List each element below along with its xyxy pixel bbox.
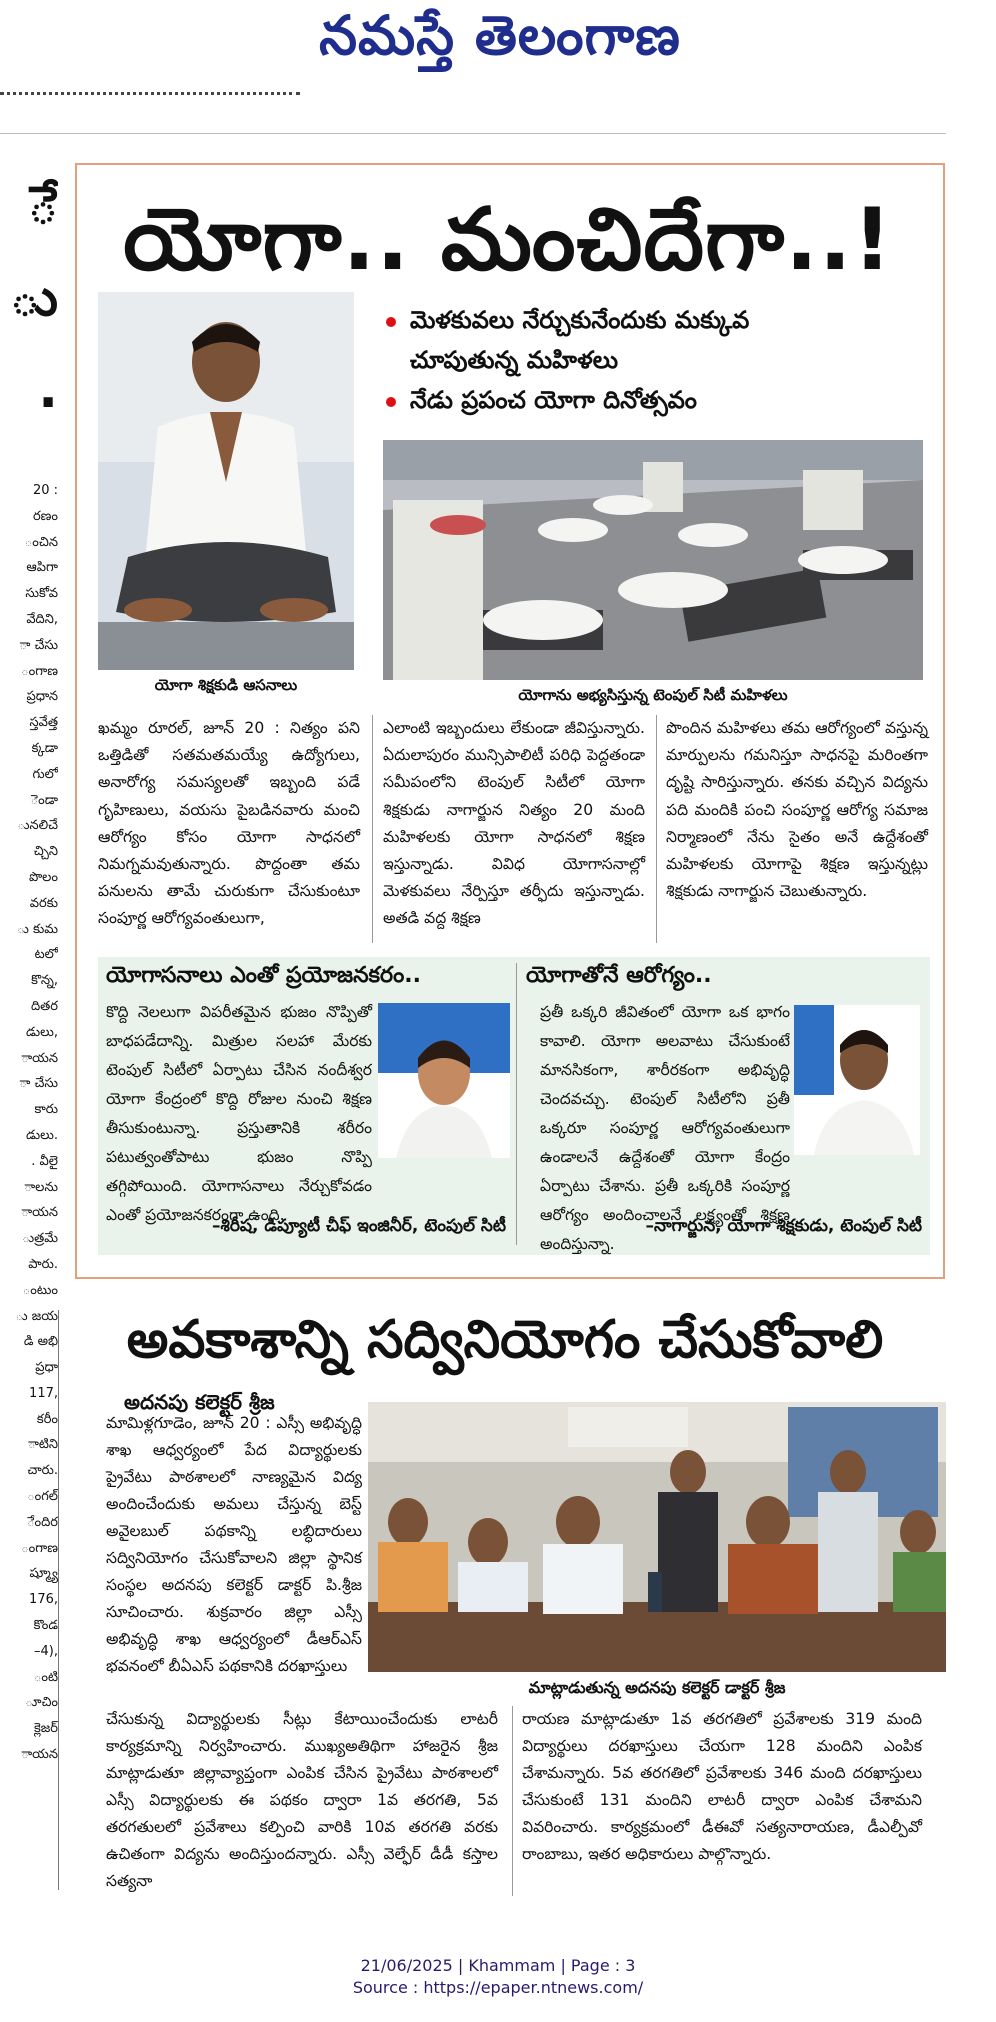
collector-body-col1: చేసుకున్న విద్యార్థులకు సీట్లు కేటాయించేందుకు లాటరీ కార్యక్రమాన్ని నిర్వహించారు. ముఖ్యఅతిథిగా హాజరైన శ్రీజ మాట్లాడుతూ జిల్లావ్యాప్తంగా ఎంపిక చేసిన ప్రైవేటు పాఠశాలలో ఎస్సీ విద్యార్థులకు ఈ పథకం ద్వారా 1వ తరగతి, 5వ తరగతులలో ప్రవేశాలు కల్పించి వారికి 10వ తరగతి వరకు ఉచితంగా విద్యను అందిస్తుందన్నారు. ఎస్సీ వెల్ఫేర్ డీడీ కస్తాల సత్యనా: [106, 1710, 498, 1890]
yoga-teacher-photo: [98, 292, 354, 670]
masthead: [0, 0, 996, 120]
left-column-line: డులు.: [26, 1127, 58, 1143]
bullet-item: మెళకువలు నేర్చుకునేందుకు మక్కువ: [386, 300, 926, 340]
left-column-line: 176,: [29, 1592, 58, 1608]
left-column-line: 117,: [29, 1385, 58, 1401]
left-column-line: ెండా: [30, 792, 58, 808]
collector-body-col2: రాయణ మాట్లాడుతూ 1వ తరగతిలో ప్రవేశాలకు 319 మంది విద్యార్థులు దరఖాస్తులు చేయగా 128 మందిని ఎంపిక చేశామన్నారు. 5వ తరగతిలో ప్రవేశాలకు 346 మంది దరఖాస్తులు చేసుకుంటే 131 మందిని లాటరీ ద్వారా ఎంపిక చేశామని వివరించారు. కార్యక్రమంలో డీఈవో సత్యనారాయణ, డీఎల్పీవో రాంబాబు, ఇతర అధికారులు పాల్గొన్నారు.: [522, 1710, 922, 1863]
yoga-group-photo: [383, 440, 923, 680]
left-column-line: ష్మ్యూ: [29, 1566, 58, 1582]
masthead-dateline-strip: [0, 92, 300, 105]
yoga-headline: యోగా.. మంచిదేగా..!: [123, 190, 893, 290]
footer-source: Source : https://epaper.ntnews.com/: [352, 1978, 644, 1997]
left-headline-fragment: ు: [9, 268, 58, 328]
yoga-body-col1: ఖమ్మం రూరల్, జూన్ 20 : నిత్యం పని ఒత్తిడితో సతమతమయ్యే ఉద్యోగులు, అనారోగ్య సమస్యలతో ఇబ్బంది పడే గృహిణులు, వయసు పైబడినవారు మంచి ఆరోగ్యం కోసం యోగా సాధనలో నిమగ్నమవుతున్నారు. పొద్దంతా తమ పనులను తామే చురుకుగా చేసుకుంటూ సంపూర్ణ ఆరోగ్యవంతులుగా,: [98, 719, 360, 928]
left-column-line: ాయన: [21, 1050, 58, 1066]
left-column-line: కారు: [34, 1102, 58, 1118]
collector-meeting-photo: [368, 1402, 946, 1672]
bullet-dot-icon: [386, 317, 396, 327]
collector-intro: మామిళ్లగూడెం, జూన్ 20 : ఎస్సీ అభివృద్ధి శాఖ ఆధ్వర్యంలో పేద విద్యార్థులకు ప్రైవేటు పాఠశాలలో నాణ్యమైన విద్య అందించేందుకు అమలు చేస్తున్న బెస్ట్ అవైలబుల్ పథకాన్ని లబ్ధిదారులు సద్వినియోగం చేసుకోవాలని జిల్లా స్థానిక సంస్థల అదనపు కలెక్టర్ డాక్టర్ పి.శ్రీజ సూచించారు. శుక్రవారం జిల్లా ఎస్సీ అభివృద్ధి శాఖ ఆధ్వర్యంలో డీఆర్ఎస్ భవనంలో బీఏఎస్ పథకానికి దరఖాస్తులు: [106, 1414, 362, 1675]
left-column-line: ంగాణ: [21, 663, 58, 679]
left-column-line: టలో: [34, 947, 58, 963]
left-column-line: ప్రధాన: [26, 689, 58, 705]
left-column-line: క్కడా: [31, 740, 58, 756]
left-column-line: రణం: [32, 508, 58, 524]
masthead-title: నమస్తే తెలంగాణ: [319, 4, 681, 67]
footer-dateline: 21/06/2025 | Khammam | Page : 3: [360, 1956, 636, 1975]
left-column-line: ు జయ: [15, 1308, 58, 1324]
left-headline-fragment: .: [38, 360, 58, 420]
column-divider: [512, 1706, 513, 1896]
bullet-item: నేడు ప్రపంచ యోగా దినోత్సవం: [386, 380, 926, 420]
masthead-rule: [0, 133, 946, 134]
left-column-line: ేందిర: [27, 1514, 58, 1530]
left-column-line: క్లెజర్: [34, 1721, 58, 1737]
left-column-line: గులో: [32, 766, 58, 782]
collector-photo-caption: మాట్లాడుతున్న అదనపు కలెక్టర్ డాక్టర్ శ్రీజ: [528, 1678, 786, 1697]
sub-left-body: కొద్ది నెలలుగా విపరీతమైన భుజం నొప్పితో బాధపడేదాన్ని. మిత్రుల సలహా మేరకు టెంపుల్ సిటీలో ఏర్పాటు చేసిన నందీశ్వర యోగా కేంద్రంలో కొద్ది రోజుల నుంచి శిక్షణ తీసుకుంటున్నా. ప్రస్తుతానికి శరీరం పటుత్వంతోపాటు భుజం నొప్పి తగ్గిపోయింది. యోగాసనాలు నేర్చుకోవడం ఎంతో ప్రయోజనకరంగా ఉంది.: [106, 1003, 372, 1224]
left-column-line: –4),: [34, 1643, 58, 1659]
left-column-line: సుకోవ: [25, 586, 58, 602]
column-divider: [656, 715, 657, 943]
bullet-dot-icon: [386, 397, 396, 407]
left-column-line: డులు,: [26, 1024, 58, 1040]
left-column-line: పొలం: [28, 869, 58, 885]
sub-left-heading: యోగాసనాలు ఎంతో ప్రయోజనకరం..: [106, 963, 421, 988]
yoga-bullets: [386, 300, 926, 420]
page-footer: [0, 1955, 996, 1999]
left-column-line: ాయన: [21, 1747, 58, 1763]
left-column-line: ాయన: [21, 1205, 58, 1221]
left-column-line: వరకు: [29, 895, 58, 911]
left-column-line: ప్రధా: [35, 1360, 58, 1376]
left-column-line: 20 :: [32, 483, 58, 498]
collector-byline: అదనపు కలెక్టర్ శ్రీజ: [124, 1390, 275, 1414]
left-headline-fragment: ే: [27, 176, 58, 236]
left-column-line: ంగాణ: [21, 1540, 58, 1556]
left-column-line: చారు.: [27, 1463, 58, 1479]
sirisha-photo: [378, 1003, 510, 1158]
sub-right-body: ప్రతీ ఒక్కరి జీవితంలో యోగా ఒక భాగం కావాలి. యోగా అలవాటు చేసుకుంటే మానసికంగా, శారీరకంగా అభివృద్ధి చెందవచ్చు. టెంపుల్ సిటీలోని ప్రతీ ఒక్కరూ సంపూర్ణ ఆరోగ్యవంతులుగా ఉండాలనే ఉద్దేశంతో యోగా కేంద్రం ఏర్పాటు చేశాను. ప్రతీ ఒక్కరికి సంపూర్ణ ఆరోగ్యం అందించాలనే లక్ష్యంతో శిక్షణ అందిస్తున్నా.: [540, 1003, 790, 1253]
left-column-line: కరీం: [36, 1411, 58, 1427]
left-column-line: ంటుం: [22, 1282, 58, 1298]
left-column-line: ఆపిగా: [26, 560, 58, 576]
left-column-line: ూచిం: [25, 1695, 58, 1711]
left-column-line: ాలను: [24, 1179, 58, 1195]
left-column-line: వేదిని,: [26, 611, 58, 627]
group-photo-caption: యోగాను అభ్యసిస్తున్న టెంపుల్ సిటీ మహిళలు: [518, 686, 788, 704]
yoga-body-col3: పొందిన మహిళలు తమ ఆరోగ్యంలో వస్తున్న మార్పులను గమనిస్తూ సాధనపై మరింతగా దృష్టి సారిస్తున్నారు. తనకు వచ్చిన విద్యను పది మందికి పంచి సంపూర్ణ ఆరోగ్య సమాజ నిర్మాణంలో నేను సైతం అనే ఉద్దేశంతో మహిళలకు యోగాపై శిక్షణ ఇస్తున్నట్లు శిక్షకుడు నాగార్జున చెబుతున్నారు.: [666, 719, 928, 901]
left-column-lines: [0, 478, 58, 1768]
left-column-line: ు కుమ: [16, 921, 58, 937]
left-column-divider: [58, 1310, 59, 1890]
sub-right-signature: –నాగార్జున, యోగా శిక్షకుడు, టెంపుల్ సిటీ: [645, 1216, 922, 1236]
column-divider: [372, 715, 373, 943]
left-column-line: డి అభి: [23, 1334, 58, 1350]
nagarjuna-photo: [794, 1005, 920, 1155]
left-column-line: చ్చిని: [33, 844, 58, 860]
left-column-line: ా చేసు: [19, 1076, 58, 1092]
sub-left-signature: –శిరీష, డిప్యూటీ చీఫ్ ఇంజినీర్, టెంపుల్ సిటీ: [211, 1216, 506, 1236]
left-column-line: . వీలై: [31, 1153, 58, 1169]
left-cropped-column: [0, 160, 58, 1900]
left-column-line: ంచిన: [24, 534, 58, 550]
teacher-photo-caption: యోగా శిక్షకుడి ఆసనాలు: [154, 676, 298, 694]
left-column-line: పారు.: [28, 1256, 58, 1272]
left-column-line: కొండ: [33, 1618, 58, 1634]
panel-divider: [516, 963, 517, 1245]
yoga-body-col2: ఎలాంటి ఇబ్బందులు లేకుండా జీవిస్తున్నారు. ఏదులాపురం మున్సిపాలిటీ పరిధి పెద్దతండా సమీపంలోని టెంపుల్ సిటీలో యోగా శిక్షకుడు నాగార్జున నిత్యం 20 మంది మహిళలకు యోగా సాధనలో శిక్షణ ఇస్తున్నాడు. వివిధ యోగాసనాల్లో మెళకువలు నేర్పిస్తూ తర్ఫీదు ఇస్తున్నాడు. అతడి వద్ద శిక్షణ: [383, 719, 645, 928]
collector-headline: అవకాశాన్ని సద్వినియోగం చేసుకోవాలి: [126, 1310, 884, 1370]
left-column-line: ంగల్: [27, 1489, 58, 1505]
sub-right-heading: యోగాతోనే ఆరోగ్యం..: [526, 963, 712, 988]
bullet-item: చూపుతున్న మహిళలు: [410, 346, 619, 374]
left-column-line: ుత్రమే: [22, 1231, 58, 1247]
left-column-line: ునలిచే: [17, 818, 58, 834]
left-column-line: కొన్న,: [31, 973, 58, 989]
left-column-line: ంటి: [33, 1669, 58, 1685]
left-column-line: స్తవేత్త: [29, 715, 58, 731]
left-column-line: దితర: [30, 998, 58, 1014]
left-column-line: ాటిని: [27, 1437, 58, 1453]
left-column-line: ా చేసు: [19, 637, 58, 653]
